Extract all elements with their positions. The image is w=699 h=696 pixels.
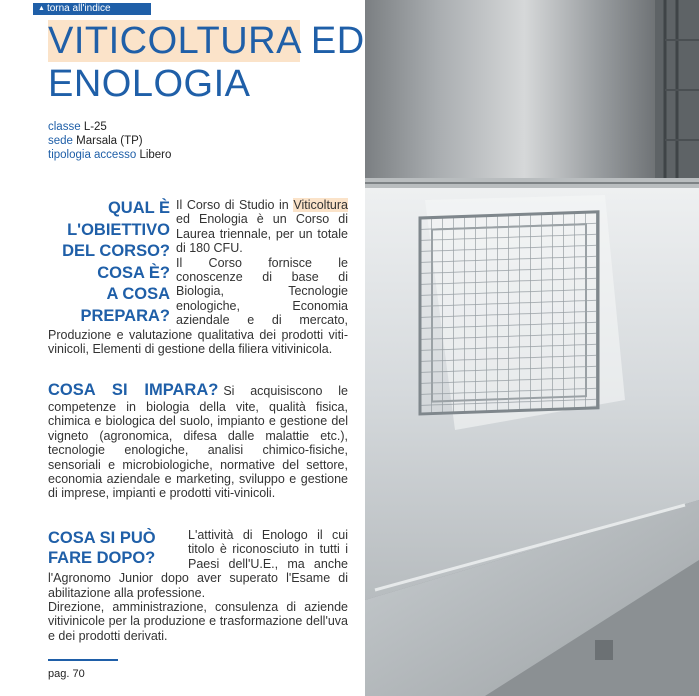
section-learning-text: Si acquisiscono le competenze in biologia della vite, qualità fisica, chimica e biologica del suolo, impianto e gestione del vigneto (agronomica, difesa dalle malattie etc.), tecnologie enologiche, analisi chimico-fisiche, sensoriali e microbiologiche, normative del settore, economia aziendale e marketing, sviluppo e gestione di imprese, impianti e prodotti viti-vinicoli.	[48, 384, 348, 501]
meta-value: Marsala (TP)	[76, 135, 143, 147]
highlighted-word: Viticoltura	[293, 198, 348, 212]
title-word-viticoltura: VITICOLTURA	[48, 20, 300, 62]
section-objective-heading: QUAL È L'OBIETTIVO DEL CORSO? COSA È? A COSA PREPARA?	[62, 199, 170, 325]
footer-divider	[48, 659, 118, 661]
section-after-heading: COSA SI PUÒ FARE DOPO?	[48, 529, 156, 567]
section-after-text-a: L'attività di Enologo il cui titolo è riconosciuto in tutti i Paesi dell'U.E., ma anche l'Agronomo Junior dopo aver superato l'Esame di abilitazione alla professione.	[48, 528, 348, 600]
page-number: pag. 70	[48, 668, 85, 680]
title-word-enologia: ENOLOGIA	[48, 63, 251, 105]
section-objective-text-c: Il Corso fornisce le conoscenze di base di Biologia, Tecnologie enologiche, Economia aziendale e di mercato, Produzione e valutazione qualitativa dei prodotti viti-vinicoli, Elementi di gestione della filiera vitivinicola.	[48, 255, 348, 357]
section-objective-text-a: Il Corso di Studio in	[176, 198, 294, 212]
meta-key: sede	[48, 135, 73, 147]
section-objective-text-b: ed Enologia è un Corso di Laurea triennale, per un totale di 180 CFU.	[176, 212, 348, 256]
section-after	[48, 528, 348, 643]
meta-value: L-25	[83, 121, 107, 133]
meta-key: classe	[48, 121, 81, 133]
course-meta	[48, 120, 171, 162]
title-word-ed: ED	[310, 20, 365, 62]
triangle-up-icon: ▲	[38, 5, 45, 12]
meta-value: Libero	[139, 149, 172, 161]
back-to-index-link[interactable]	[33, 3, 151, 15]
section-objective	[48, 198, 348, 356]
winery-grate-photo	[365, 0, 699, 696]
meta-key: tipologia accesso	[48, 149, 137, 161]
section-learning-heading: COSA SI IMPARA?	[48, 381, 219, 399]
back-to-index-label: torna all'indice	[46, 3, 111, 14]
section-learning	[48, 381, 348, 501]
meta-row-sede	[48, 134, 171, 148]
page-title	[48, 20, 368, 106]
meta-row-classe	[48, 120, 171, 134]
meta-row-accesso	[48, 148, 171, 162]
section-after-text-b: Direzione, amministrazione, consulenza di aziende vitivinicole per la produzione e trasformazione dell'uva e dei prodotti derivati.	[48, 600, 348, 643]
